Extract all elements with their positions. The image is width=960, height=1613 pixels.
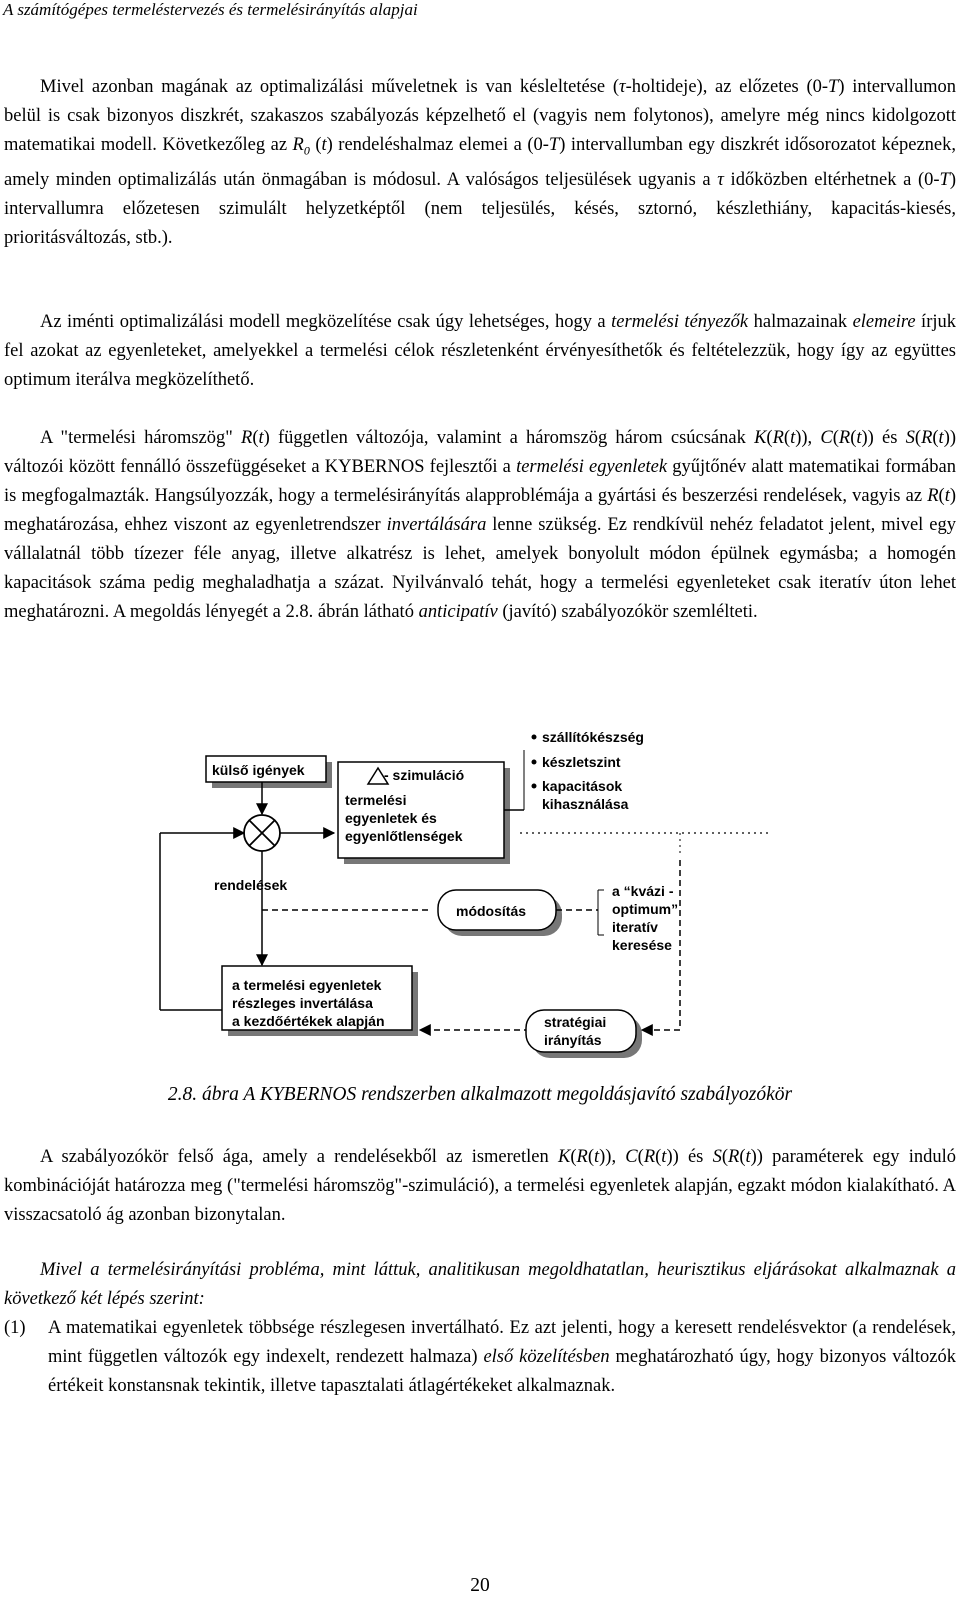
numbered-list: [4, 1314, 956, 1401]
simulation-text-line: egyenlőtlenségek: [345, 828, 463, 844]
summing-junction-icon: [244, 815, 280, 851]
page-number: 20: [470, 1575, 490, 1596]
bullet-capacity: kapacitások: [542, 778, 623, 794]
quasi-optimum-line: iteratív: [612, 919, 658, 935]
simulation-text-line: egyenletek és: [345, 810, 437, 826]
paragraph-4: A szabályozókör felső ága, amely a rendelésekből az ismeretlen K(R(t)), C(R(t)) és S(R(t)) paraméterek egy induló kombinációját határozza meg ("termelési háromszög"-szimuláció), a termelési egyenletek alapján, egzakt módon kialakítható. A visszacsatoló ág azonban bizonytalan.: [4, 1147, 956, 1225]
quasi-optimum-line: keresése: [612, 937, 672, 953]
paragraph-2: Az iménti optimalizálási modell megközelítése csak úgy lehetséges, hogy a termelési tényezők halmazainak elemeire írjuk fel azokat az egyenleteket, amelyekkel a termelési célok részletenként érvényesíthetők és feltételezzük, hogy így az együttes optimum iterálva megközelíthető.: [4, 312, 957, 390]
orders-label: rendelések: [214, 877, 288, 893]
bullet-capacity-use: kihasználása: [542, 796, 629, 812]
quasi-optimum-line: optimum”: [612, 901, 679, 917]
list-number: (1): [4, 1318, 26, 1338]
list-item: A matematikai egyenletek többsége részlegesen invertálható. Ez azt jelenti, hogy a keresett rendelésvektor (a rendelések, mint független változók egy indexelt, rendezett halmaza) első közelítésben meghatározható úgy, hogy bizonyos változók értékeit konstansnak tekintik, illetve tapasztalati átlagértékeket alkalmaznak.: [48, 1318, 956, 1396]
inversion-text-line: a termelési egyenletek: [232, 977, 382, 993]
paragraph-1: Mivel azonban magának az optimalizálási műveletnek is van késleltetése (τ-holtideje), az előzetes (0-T) intervallumon belül is csak bizonyos diszkrét, szakaszos szabályozás képzelhető el (vagyis nem folytonos), amelyre még nincs kidolgozott matematikai modell. Következőleg az $R_0$ (t) rendeléshalmaz elemei a (0-T) intervallumban egy diszkrét idősorozatot képeznek, amely minden optimalizálás után önmagában is módosul. A valóságos teljesülések ugyanis a τ időközben eltérhetnek a (0-T) intervallumra előzetesen szimulált helyzetképtől (nem teljesülés, késés, sztornó, készlethiány, kapacitás-kiesés, prioritásváltozás, stb.).: [4, 77, 957, 248]
figure-caption: 2.8. ábra A KYBERNOS rendszerben alkalmazott megoldásjavító szabályozókör: [167, 1084, 793, 1105]
strategic-control-line: irányítás: [544, 1032, 602, 1048]
bullet-delivery: szállítókészség: [542, 729, 644, 745]
paragraph-5: Mivel a termelésirányítási probléma, mint láttuk, analitikusan megoldhatatlan, heurisztikus eljárásokat alkalmaznak a következő két lépés szerint:: [4, 1260, 956, 1309]
strategic-control-line: stratégiai: [544, 1014, 607, 1030]
simulation-label: - szimuláció: [384, 767, 465, 783]
external-demand-label: külső igények: [212, 762, 305, 778]
paragraph-3: A "termelési háromszög" R(t) független változója, valamint a háromszög három csúcsának K(R(t)), C(R(t)) és S(R(t)) változói között fennálló összefüggéseket a KYBERNOS fejlesztői a termelési egyenletek gyűjtőnév alatt matematikai formában is megfogalmazták. Hangsúlyozzák, hogy a termelésirányítás alapproblémája a gyártási és beszerzési rendelések, vagyis az R(t) meghatározása, ehhez viszont az egyenletrendszer invertálására lenne szükség. Ez rendkívül nehéz feladatot jelent, mivel egy vállalatnál több tízezer féle anyag, illetve alkatrész is lehet, amelyek bonyolult módon épülnek egymásba; a homogén kapacitások száma pedig meghaladhatja a százat. Nyilvánvaló tehát, hogy a termelési egyenleteket csak iteratív úton lehet meghatározni. A megoldás lényegét a 2.8. ábrán látható anticipatív (javító) szabályozókör szemlélteti.: [4, 428, 957, 622]
inversion-text-line: a kezdőértékek alapján: [232, 1013, 385, 1029]
bullet-stock: készletszint: [542, 754, 621, 770]
modification-label: módosítás: [456, 903, 527, 919]
simulation-text-line: termelési: [345, 792, 407, 808]
control-loop-diagram: [0, 720, 960, 1080]
inversion-text-line: részleges invertálása: [232, 995, 373, 1011]
running-header: A számítógépes termeléstervezés és termelésirányítás alapjai: [3, 0, 418, 19]
quasi-optimum-line: a “kvázi -: [612, 883, 674, 899]
